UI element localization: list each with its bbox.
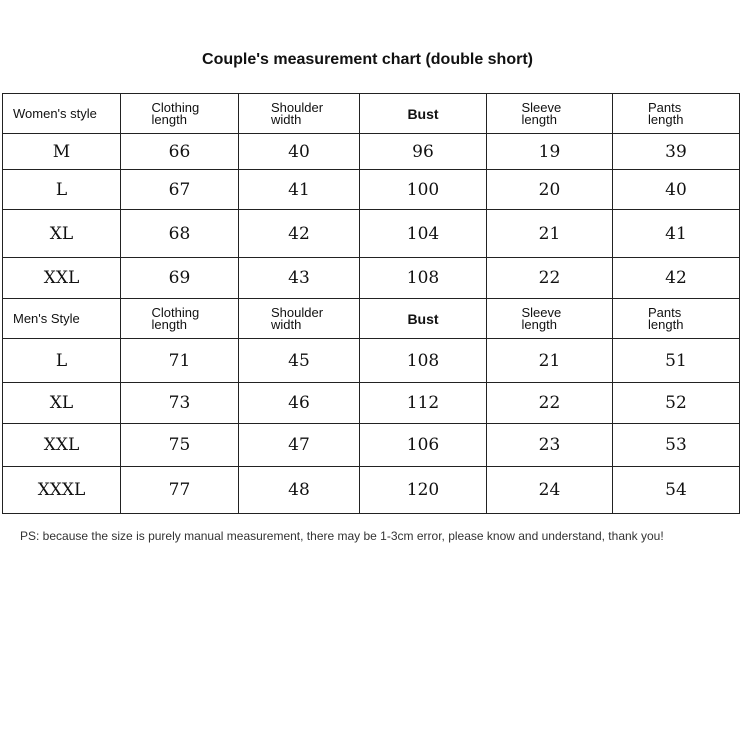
column-header: [239, 299, 360, 339]
table-row: [3, 383, 740, 424]
column-header-label: Sleeve length: [521, 304, 562, 332]
column-header: [360, 94, 487, 134]
value-cell: 75: [121, 424, 239, 467]
column-header: [487, 299, 613, 339]
value-cell: 19: [487, 134, 613, 170]
value-cell: 108: [360, 339, 487, 383]
value-cell: 46: [239, 383, 360, 424]
value-cell: 108: [360, 258, 487, 299]
column-header-label: Clothing length: [151, 99, 200, 127]
value-cell: 48: [239, 467, 360, 514]
value-cell: 39: [613, 134, 740, 170]
value-cell: 96: [360, 134, 487, 170]
value-cell: 22: [487, 383, 613, 424]
column-header-label: Bust: [407, 310, 439, 327]
size-cell: XL: [3, 210, 121, 258]
value-cell: 22: [487, 258, 613, 299]
value-cell: 106: [360, 424, 487, 467]
value-cell: 43: [239, 258, 360, 299]
size-cell: XL: [3, 383, 121, 424]
value-cell: 41: [239, 170, 360, 210]
size-cell: XXL: [3, 258, 121, 299]
value-cell: 52: [613, 383, 740, 424]
value-cell: 67: [121, 170, 239, 210]
table-row: [3, 339, 740, 383]
footnote: PS: because the size is purely manual measurement, there may be 1-3cm error, please know and understand, thank you!: [20, 529, 664, 543]
value-cell: 21: [487, 210, 613, 258]
column-header: [121, 94, 239, 134]
value-cell: 24: [487, 467, 613, 514]
value-cell: 47: [239, 424, 360, 467]
value-cell: 42: [239, 210, 360, 258]
size-cell: XXL: [3, 424, 121, 467]
value-cell: 51: [613, 339, 740, 383]
column-header: [239, 94, 360, 134]
size-cell: XXXL: [3, 467, 121, 514]
value-cell: 66: [121, 134, 239, 170]
value-cell: 40: [239, 134, 360, 170]
chart-title: Couple's measurement chart (double short): [202, 51, 533, 68]
column-header: [487, 94, 613, 134]
table-row: [3, 210, 740, 258]
value-cell: 73: [121, 383, 239, 424]
table-row: [3, 258, 740, 299]
table-row: [3, 134, 740, 170]
column-header-label: Pants length: [648, 304, 684, 332]
column-header: [121, 299, 239, 339]
value-cell: 53: [613, 424, 740, 467]
size-cell: L: [3, 170, 121, 210]
header-row: [3, 94, 740, 134]
table-row: [3, 467, 740, 514]
measurement-table: [2, 93, 740, 514]
value-cell: 100: [360, 170, 487, 210]
column-header-label: Clothing length: [151, 304, 200, 332]
table-row: [3, 424, 740, 467]
value-cell: 40: [613, 170, 740, 210]
size-cell: M: [3, 134, 121, 170]
column-header: [613, 299, 740, 339]
section-label: Men's Style: [3, 299, 121, 339]
column-header: [360, 299, 487, 339]
column-header: [613, 94, 740, 134]
column-header-label: Sleeve length: [521, 99, 562, 127]
size-cell: L: [3, 339, 121, 383]
value-cell: 45: [239, 339, 360, 383]
value-cell: 42: [613, 258, 740, 299]
table-row: [3, 170, 740, 210]
value-cell: 23: [487, 424, 613, 467]
value-cell: 21: [487, 339, 613, 383]
table-body: [3, 94, 740, 514]
header-row: [3, 299, 740, 339]
column-header-label: Pants length: [648, 99, 684, 127]
value-cell: 112: [360, 383, 487, 424]
column-header-label: Bust: [407, 105, 439, 122]
section-label: Women's style: [3, 94, 121, 134]
value-cell: 120: [360, 467, 487, 514]
value-cell: 77: [121, 467, 239, 514]
column-header-label: Shoulder width: [271, 99, 324, 127]
value-cell: 69: [121, 258, 239, 299]
value-cell: 71: [121, 339, 239, 383]
value-cell: 20: [487, 170, 613, 210]
value-cell: 104: [360, 210, 487, 258]
value-cell: 68: [121, 210, 239, 258]
column-header-label: Shoulder width: [271, 304, 324, 332]
value-cell: 41: [613, 210, 740, 258]
value-cell: 54: [613, 467, 740, 514]
